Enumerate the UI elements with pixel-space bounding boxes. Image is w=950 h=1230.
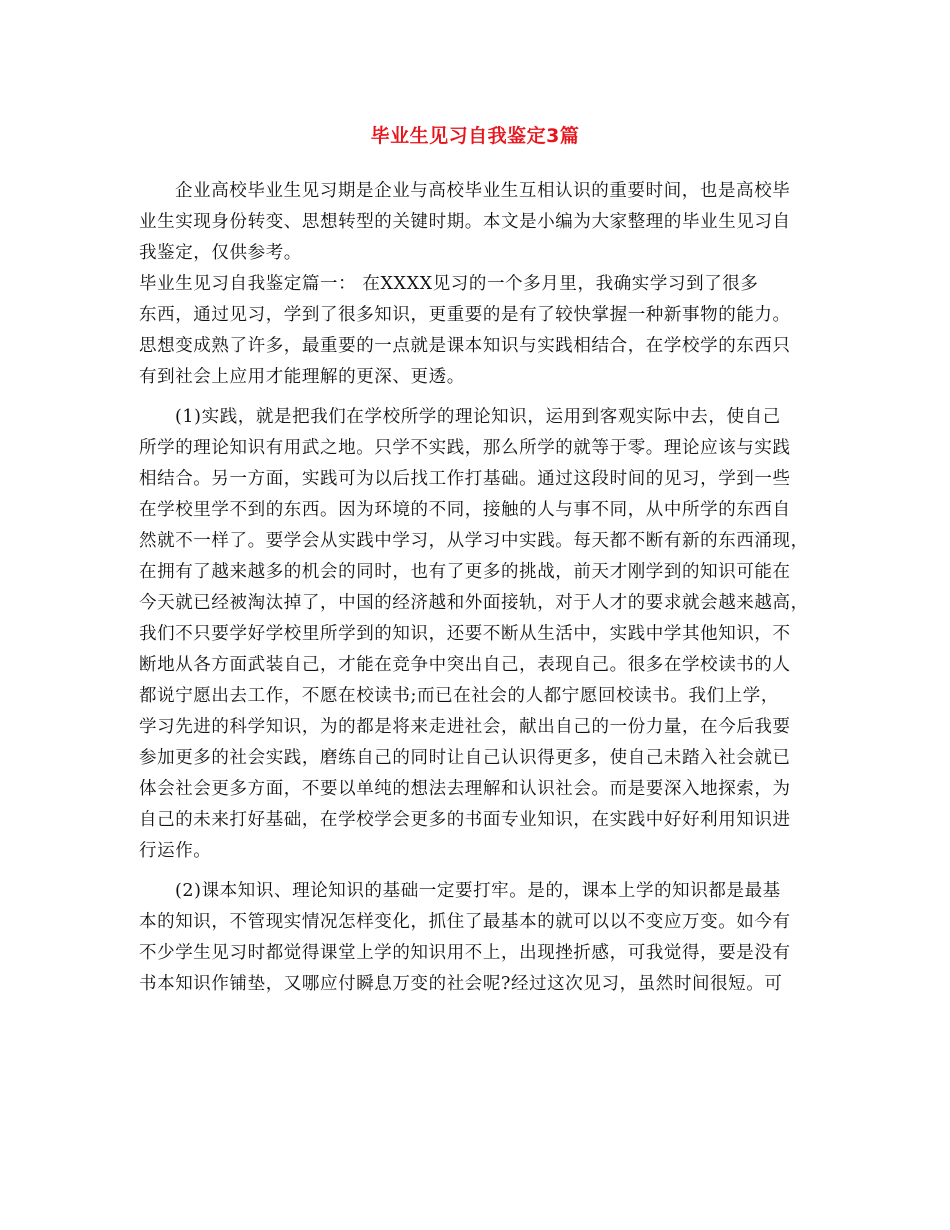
text-line: 所学的理论知识有用武之地。只学不实践，那么所学的就等于零。理论应该与实践 bbox=[139, 438, 791, 458]
text-line: 在拥有了越来越多的机会的同时，也有了更多的挑战，前天才刚学到的知识可能在 bbox=[139, 562, 791, 582]
document-body bbox=[139, 176, 829, 1000]
text-line: 然就不一样了。要学会从实践中学习，从学习中实践。每天都不断有新的东西涌现， bbox=[139, 531, 809, 551]
text-line: 参加更多的社会实践，磨练自己的同时让自己认识得更多，使自己未踏入社会就已 bbox=[139, 748, 791, 768]
text-line: 东西，通过见习，学到了很多知识，更重要的是有了较快掌握一种新事物的能力。 bbox=[139, 305, 791, 325]
text-line: 学习先进的科学知识，为的都是将来走进社会，献出自己的一份力量，在今后我要 bbox=[139, 717, 791, 737]
text-line: 自己的未来打好基础，在学校学会更多的书面专业知识，在实践中好好利用知识进 bbox=[139, 810, 791, 830]
text-line: 本的知识，不管现实情况怎样变化，抓住了最基本的就可以以不变应万变。如今有 bbox=[139, 912, 791, 932]
text-line: 业生实现身份转变、思想转型的关键时期。本文是小编为大家整理的毕业生见习自 bbox=[139, 212, 791, 232]
paragraph-gap bbox=[139, 867, 829, 876]
text-line: 我鉴定，仅供参考。 bbox=[139, 243, 302, 263]
text-line: 行运作。 bbox=[139, 841, 212, 861]
text-line: 相结合。另一方面，实践可为以后找工作打基础。通过这段时间的见习，学到一些 bbox=[139, 469, 791, 489]
text-line: 思想变成熟了许多，最重要的一点就是课本知识与实践相结合，在学校学的东西只 bbox=[139, 336, 791, 356]
document-title: 毕业生见习自我鉴定3篇 bbox=[370, 125, 580, 147]
text-line: (2)课本知识、理论知识的基础一定要打牢。是的，课本上学的知识都是最基 bbox=[175, 881, 781, 901]
paragraph-gap bbox=[139, 393, 829, 402]
text-line: 企业高校毕业生见习期是企业与高校毕业生互相认识的重要时间，也是高校毕 bbox=[175, 181, 791, 201]
text-line: 不少学生见习时都觉得课堂上学的知识用不上，出现挫折感，可我觉得，要是没有 bbox=[139, 943, 791, 963]
text-line: 毕业生见习自我鉴定篇一： 在XXXX见习的一个多月里，我确实学习到了很多 bbox=[139, 274, 759, 294]
text-line: 今天就已经被淘汰掉了，中国的经济越和外面接轨，对于人才的要求就会越来越高， bbox=[139, 593, 809, 613]
text-line: 在学校里学不到的东西。因为环境的不同，接触的人与事不同，从中所学的东西自 bbox=[139, 500, 791, 520]
text-line: 书本知识作铺垫，又哪应付瞬息万变的社会呢?经过这次见习，虽然时间很短。可 bbox=[139, 974, 783, 994]
text-line: 体会社会更多方面，不要以单纯的想法去理解和认识社会。而是要深入地探索，为 bbox=[139, 779, 791, 799]
text-line: (1)实践，就是把我们在学校所学的理论知识，运用到客观实际中去，使自己 bbox=[175, 407, 781, 427]
text-line: 断地从各方面武装自己，才能在竞争中突出自己，表现自己。很多在学校读书的人 bbox=[139, 655, 791, 675]
text-line: 都说宁愿出去工作，不愿在校读书;而已在社会的人都宁愿回校读书。我们上学， bbox=[139, 686, 779, 706]
text-line: 我们不只要学好学校里所学到的知识，还要不断从生活中，实践中学其他知识，不 bbox=[139, 624, 791, 644]
text-line: 有到社会上应用才能理解的更深、更透。 bbox=[139, 367, 465, 387]
